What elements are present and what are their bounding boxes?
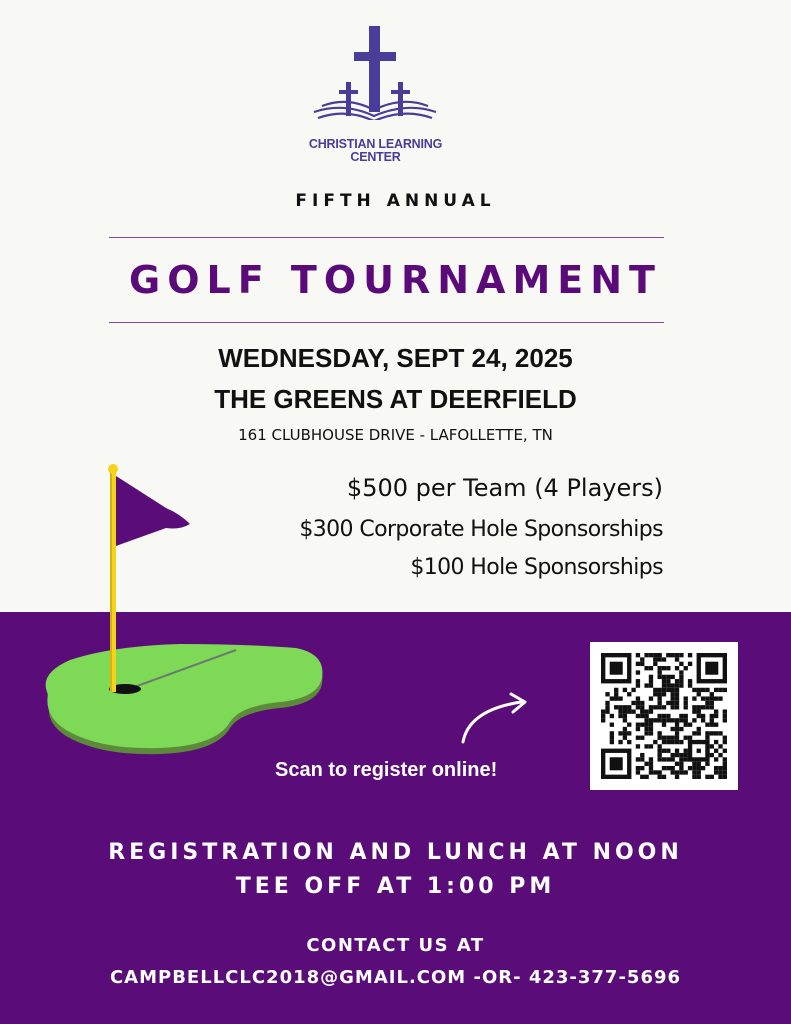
top-divider — [109, 237, 664, 238]
price-hole-sponsorship: $100 Hole Sponsorships — [410, 555, 663, 580]
event-address: 161 CLUBHOUSE DRIVE - LAFOLLETTE, TN — [238, 426, 553, 444]
tee-off-time: TEE OFF AT 1:00 PM — [235, 874, 556, 899]
contact-label: CONTACT US AT — [306, 935, 485, 956]
page-title: GOLF TOURNAMENT — [129, 258, 662, 302]
price-team: $500 per Team (4 Players) — [346, 474, 663, 502]
price-corporate-sponsorship: $300 Corporate Hole Sponsorships — [299, 517, 663, 542]
three-crosses-open-book-icon — [308, 24, 442, 120]
event-venue: THE GREENS AT DEERFIELD — [214, 384, 577, 414]
curved-arrow-icon — [455, 688, 535, 748]
scan-to-register-text: Scan to register online! — [275, 759, 498, 781]
logo-name-line1: CHRISTIAN LEARNING — [308, 137, 443, 151]
logo-name-line2: CENTER — [350, 150, 401, 164]
bottom-divider — [109, 322, 664, 323]
event-date: WEDNESDAY, SEPT 24, 2025 — [218, 343, 573, 373]
qr-code-icon[interactable] — [601, 653, 727, 779]
registration-time: REGISTRATION AND LUNCH AT NOON — [108, 840, 683, 865]
contact-details[interactable]: CAMPBELLCLC2018@GMAIL.COM -OR- 423-377-5696 — [109, 967, 682, 988]
golf-green-flag-icon — [30, 458, 330, 758]
event-kicker: FIFTH ANNUAL — [295, 191, 496, 211]
